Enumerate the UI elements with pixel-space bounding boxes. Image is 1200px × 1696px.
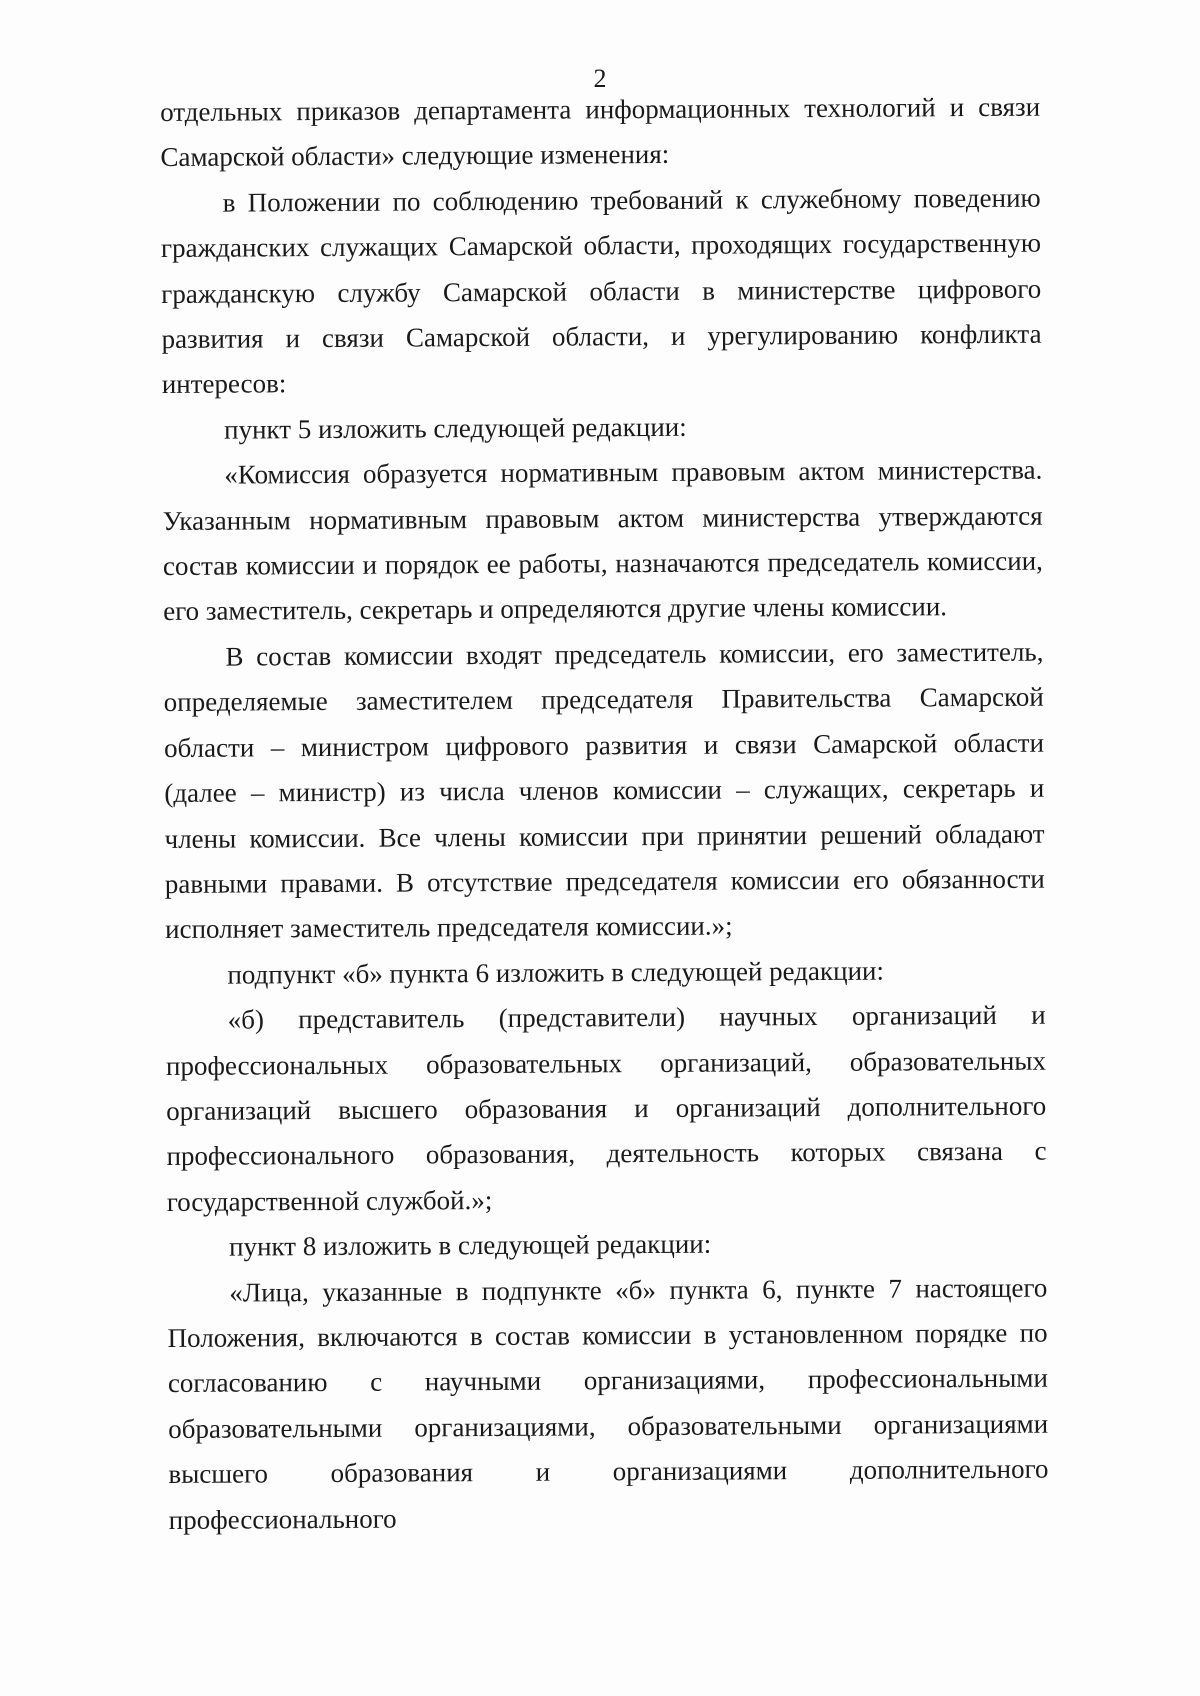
page-number: 2 <box>593 64 607 93</box>
paragraph-subitem-b-heading: подпункт «б» пункта 6 изложить в следующей редакции: <box>227 955 885 990</box>
paragraph-continuation: отдельных приказов департамента информационных технологий и связи Самарской области» следующие изменения: <box>160 91 1041 173</box>
paragraph-regulation-intro: в Положении по соблюдению требований к служебному поведению гражданских служащих Самарской области, проходящих государственную гражданскую службу Самарской области в министерстве цифрового развития и связи Самарской области, и урегулированию конфликта интересов: <box>160 182 1042 400</box>
paragraph-subitem-b-text: «б) представитель (представители) научных организаций и профессиональных образовательных организаций, образовательных организаций высшего образования и организаций дополнительного профессионального образования, деятельность которых связана с государственной службой.»; <box>165 999 1047 1217</box>
document-body <box>160 85 1049 1543</box>
paragraph-commission-composition: В состав комиссии входят председатель комиссии, его заместитель, определяемые заместителем председателя Правительства Самарской области – министром цифрового развития и связи Самарской области (далее – министр) из числа членов комиссии – служащих, секретарь и члены комиссии. Все члены комиссии при принятии решений обладают равными правами. В отсутствие председателя комиссии его обязанности исполняет заместитель председателя комиссии.»; <box>163 636 1045 945</box>
paragraph-item-5-heading: пункт 5 изложить следующей редакции: <box>223 411 687 445</box>
paragraph-item-5-text: «Комиссия образуется нормативным правовым актом министерства. Указанным нормативным правовым актом министерства утверждаются состав комиссии и порядок ее работы, назначаются председатель комиссии, его заместитель, секретарь и определяются другие члены комиссии. <box>162 454 1043 627</box>
paragraph-item-8-heading: пункт 8 изложить в следующей редакции: <box>228 1228 712 1262</box>
paragraph-item-8-text: «Лица, указанные в подпункте «б» пункта 6, пункте 7 настоящего Положения, включаются в состав комиссии в установленном порядке по согласованию с научными организациями, профессиональными образовательными организациями, образовательными организациями высшего образования и организациями дополнительного профессионального <box>167 1272 1049 1535</box>
